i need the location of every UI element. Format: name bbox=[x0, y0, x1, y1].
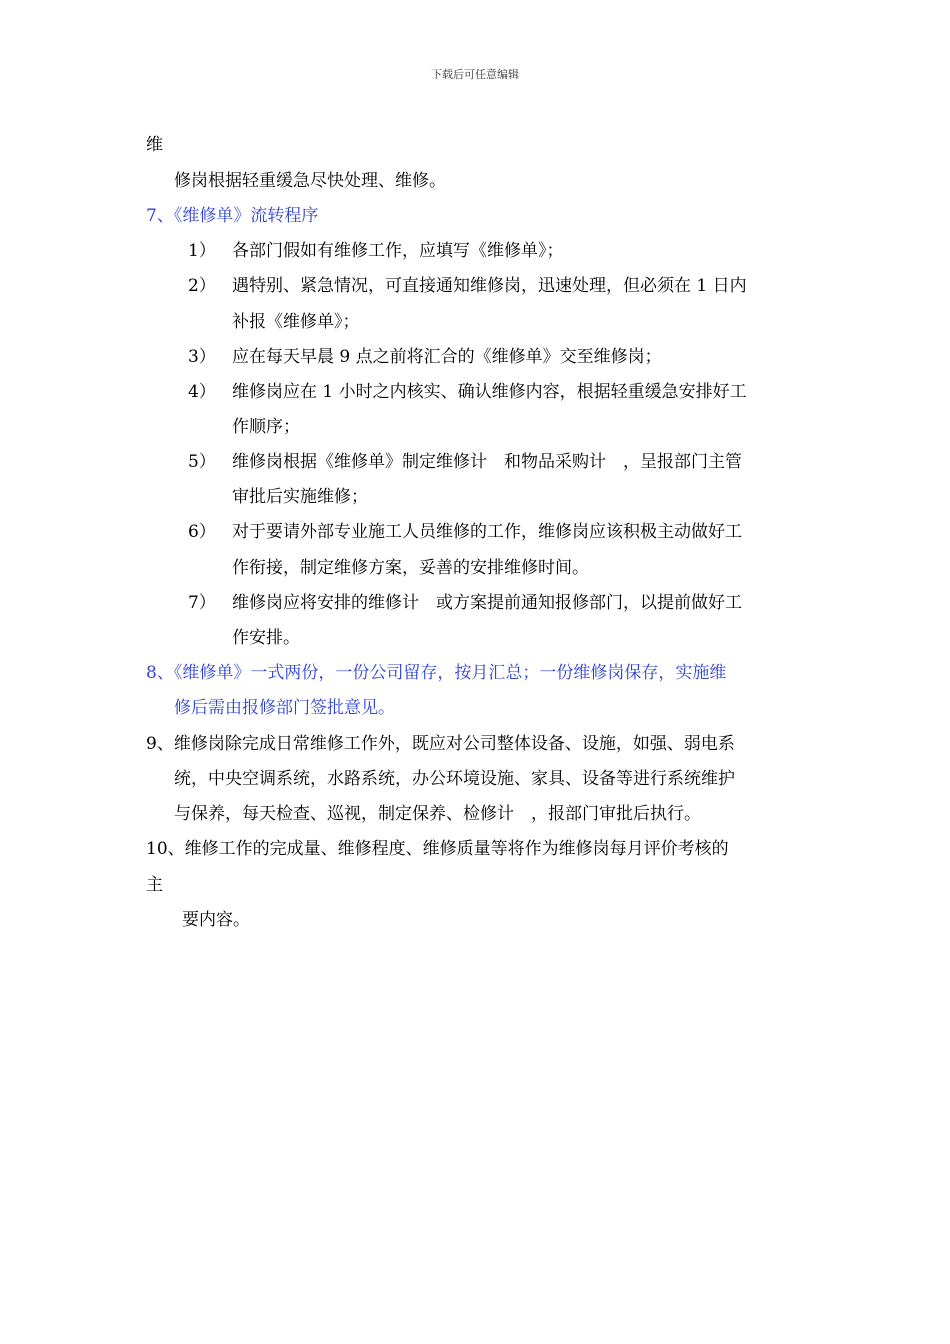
item-number: 7） bbox=[188, 593, 216, 613]
item-text: 作衔接，制定维修方案，妥善的安排维修时间。 bbox=[232, 558, 589, 578]
paragraph-10: 10、维修工作的完成量、维修程度、维修质量等将作为维修岗每月评价考核的 bbox=[146, 839, 729, 859]
item-text: 应在每天早晨 9 点之前将汇合的《维修单》交至维修岗； bbox=[232, 347, 662, 367]
item-number: 5） bbox=[188, 452, 216, 472]
item-number: 4） bbox=[188, 382, 216, 402]
item-number: 3） bbox=[188, 347, 216, 367]
paragraph-8: 8、《维修单》一式两份，一份公司留存，按月汇总；一份维修岗保存，实施维 bbox=[146, 663, 727, 683]
item-text: 审批后实施维修； bbox=[232, 487, 368, 507]
paragraph-10: 主 bbox=[146, 875, 163, 895]
text-line: 维 bbox=[146, 135, 163, 155]
item-text: 维修岗根据《维修单》制定维修计 和物品采购计 ，呈报部门主管 bbox=[232, 452, 742, 472]
page-header: 下载后可任意编辑 bbox=[431, 68, 519, 81]
paragraph-9: 9、维修岗除完成日常维修工作外，既应对公司整体设备、设施，如强、弱电系 bbox=[146, 734, 735, 754]
item-text: 补报《维修单》； bbox=[232, 312, 360, 332]
item-number: 2） bbox=[188, 276, 216, 296]
item-text: 遇特别、紧急情况，可直接通知维修岗，迅速处理，但必须在 1 日内 bbox=[232, 276, 747, 296]
item-text: 作顺序； bbox=[232, 417, 300, 437]
paragraph-8: 修后需由报修部门签批意见。 bbox=[174, 698, 395, 718]
item-text: 各部门假如有维修工作，应填写《维修单》； bbox=[232, 241, 564, 261]
item-text: 对于要请外部专业施工人员维修的工作，维修岗应该积极主动做好工 bbox=[232, 522, 742, 542]
paragraph-9: 统，中央空调系统，水路系统，办公环境设施、家具、设备等进行系统维护 bbox=[174, 769, 735, 789]
section-heading-7: 7、《维修单》流转程序 bbox=[146, 206, 319, 226]
text-line: 修岗根据轻重缓急尽快处理、维修。 bbox=[174, 171, 446, 191]
item-text: 作安排。 bbox=[232, 628, 300, 648]
item-number: 1） bbox=[188, 241, 216, 261]
paragraph-9: 与保养，每天检查、巡视，制定保养、检修计 ，报部门审批后执行。 bbox=[174, 804, 701, 824]
item-text: 维修岗应在 1 小时之内核实、确认维修内容，根据轻重缓急安排好工 bbox=[232, 382, 747, 402]
item-number: 6） bbox=[188, 522, 216, 542]
paragraph-10: 要内容。 bbox=[182, 910, 250, 930]
item-text: 维修岗应将安排的维修计 或方案提前通知报修部门，以提前做好工 bbox=[232, 593, 742, 613]
